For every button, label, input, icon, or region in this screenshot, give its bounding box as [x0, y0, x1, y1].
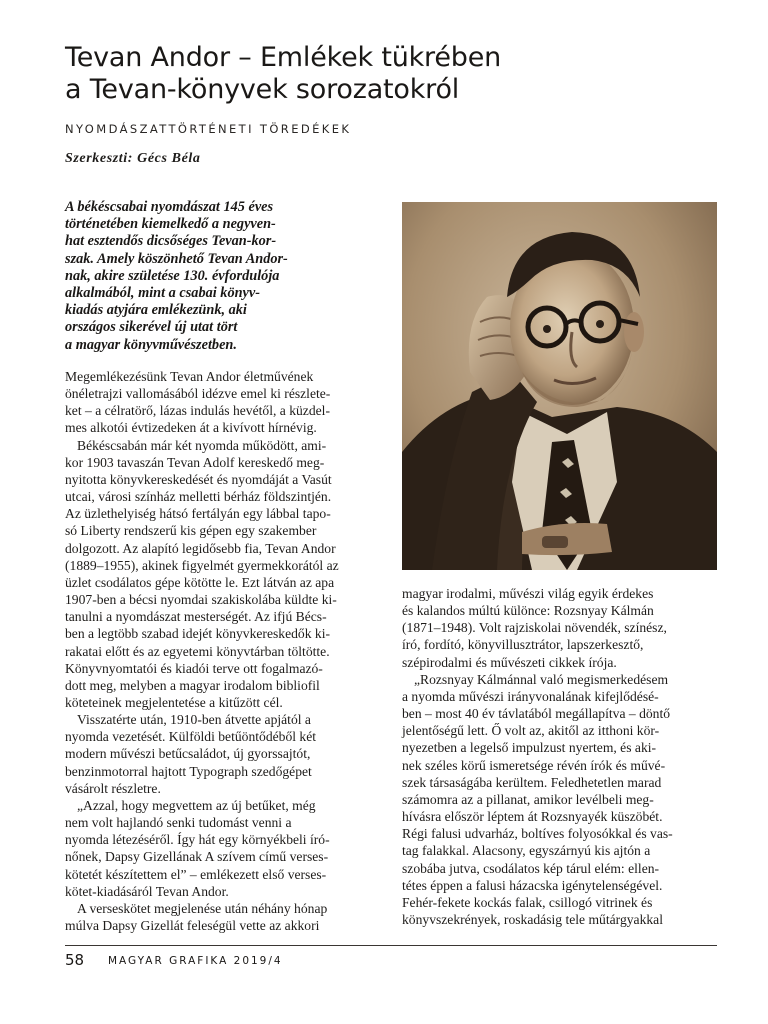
body-line: kor 1903 tavaszán Tevan Adolf kereskedő meg-	[65, 454, 325, 470]
body-line: ket – a célratörő, lázas indulás hevétől, a küzdel-	[65, 403, 330, 419]
body-line: szek társaságába kerültem. Feledhetetlen marad	[402, 774, 662, 790]
body-line: benzinmotorral hajtott Typograph szedőgépet	[65, 763, 312, 779]
body-line: szobába jutva, csodálatos kép tárul elém: ellen-	[402, 860, 660, 876]
body-line: könyvszekrények, roskadásig tele műtárgyakkal	[402, 911, 663, 927]
body-line: kötet-kiadásáról Tevan Andor.	[65, 883, 229, 899]
body-line: Békéscsabán már két nyomda működött, ami-	[77, 437, 327, 453]
body-line: nőnek, Dapsy Gizellának A szívem című verses-	[65, 849, 329, 865]
journal-name: MAGYAR GRAFIKA 2019/4	[108, 955, 283, 967]
body-line: nyezetben a legelső impulzust nyertem, és aki-	[402, 740, 657, 756]
body-line: modern művészi betűcsaládot, új gyorssajtót,	[65, 746, 311, 762]
body-line: nem volt hajlandó senki tudomást venni a	[65, 815, 292, 831]
lead-line: nak, akire születése 130. évfordulója	[65, 267, 280, 284]
body-line: ben a legtöbb szabad idejét könyvkereskedők ki-	[65, 626, 330, 642]
lead-line: országos sikerével új utat tört	[65, 319, 238, 336]
body-line: tétes éppen a falusi házacska igénytelenségével.	[402, 877, 663, 893]
body-line: Régi falusi udvarház, boltíves folyosókkal és vas-	[402, 826, 673, 842]
body-line: nyomda vezetését. Külföldi betűöntődéből két	[65, 729, 317, 745]
body-line: ben – most 40 év távlatából megállapítva – döntő	[402, 706, 671, 722]
body-line: Visszatérte után, 1910-ben átvette apjától a	[77, 712, 311, 728]
body-line: és kalandos múltú különce: Rozsnyay Kálmán	[402, 603, 654, 619]
body-line: 1907-ben a bécsi nyomdai szakiskolába küldte ki-	[65, 592, 337, 608]
body-line: Megemlékezésünk Tevan Andor életművének	[65, 369, 314, 384]
body-line: vásárolt részletre.	[65, 780, 161, 796]
article-title-line-2: a Tevan-könyvek sorozatokról	[65, 74, 460, 105]
body-line: tag falakkal. Alacsony, egyszárnyú kis ajtón a	[402, 843, 651, 859]
body-line: önéletrajzi vallomásából idézve emel ki részlete-	[65, 386, 331, 402]
lead-line: A békéscsabai nyomdászat 145 éves	[65, 199, 274, 215]
body-line: dott meg, melyben a magyar irodalom bibliofil	[65, 677, 320, 693]
body-line: hívásra először léptem át Rozsnyayék küszöbét.	[402, 809, 663, 825]
body-line: rakatai előtt és az egyetemi könyvtárban töltötte.	[65, 643, 330, 659]
body-column-right	[402, 585, 718, 928]
section-kicker: NYOMDÁSZATTÖRTÉNETI TÖREDÉKEK	[65, 122, 352, 136]
body-line: a nyomda művészi irányvonalának kifejlődésé-	[402, 688, 659, 704]
lead-line: szak. Amely köszönhető Tevan Andor-	[65, 250, 288, 267]
portrait-photo	[402, 202, 717, 570]
body-line: (1889–1955), akinek figyelmét gyermekkorától az	[65, 557, 339, 573]
body-line: író, fordító, könyvillusztrátor, lapszerkesztő,	[402, 637, 644, 653]
body-line: mes alkotói évtizedeken át a kivívott hírnévig.	[65, 420, 317, 436]
body-line: utcai, városi színház melletti bérház földszintjén.	[65, 489, 332, 505]
lead-paragraph	[65, 199, 380, 354]
body-line: nyitotta könyvkereskedését és nyomdáját a Vasút	[65, 471, 332, 487]
body-line: Fehér-fekete kockás falak, csillogó vitrinek és	[402, 894, 653, 910]
body-line: Az üzlethelyiség hátsó fertályán egy lábbal tapo-	[65, 506, 331, 522]
body-line: jelentőségű lett. Ő volt az, akitől az itthoni kör-	[402, 723, 660, 739]
lead-line: hat esztendős dicsőséges Tevan-kor-	[65, 233, 277, 250]
body-line: Könyvnyomtatói és kiadói terve ott fogalmazó-	[65, 660, 323, 676]
body-line: köteteinek megjelentetése a kitűzött cél.	[65, 694, 283, 710]
footer-rule	[65, 945, 717, 946]
body-line: múlva Dapsy Gizellát feleségül vette az akkori	[65, 918, 320, 933]
article-title-line-1: Tevan Andor – Emlékek tükrében	[65, 42, 502, 73]
body-column-left	[65, 368, 381, 934]
body-line: nyomda létezéséről. Így hát egy környékbeli író-	[65, 832, 330, 848]
lead-line: történetében kiemelkedő a negyven-	[65, 216, 276, 233]
lead-line: kiadás atyjára emlékezünk, aki	[65, 302, 247, 319]
body-line: dolgozott. Az alapító legidősebb fia, Tevan Andor	[65, 540, 336, 556]
body-line: üzlet csodálatos gépe kötötte le. Ezt látván az apa	[65, 574, 335, 590]
body-line: tanulni a nyomdászat mesterségét. Az ifjú Bécs-	[65, 609, 327, 625]
editor-credit: Szerkeszti: Gécs Béla	[65, 151, 201, 166]
page-number: 58	[65, 951, 85, 969]
lead-line: a magyar könyvművészetben.	[65, 336, 237, 353]
body-line: (1871–1948). Volt rajziskolai növendék, színész,	[402, 620, 667, 636]
portrait-illustration	[402, 202, 717, 570]
body-line: kötetét készítettem el” – emlékezett első verses-	[65, 866, 327, 882]
article-title	[65, 42, 705, 106]
body-line: szépirodalmi és művészeti cikkek írója.	[402, 654, 617, 670]
body-line: A verseskötet megjelenése után néhány hónap	[77, 900, 328, 916]
body-line: nek széles körű ismeretsége révén írók és művé-	[402, 757, 666, 773]
body-line: számomra az a pillanat, amikor levélbeli meg-	[402, 791, 654, 807]
body-line: magyar irodalmi, művészi világ egyik érdekes	[402, 586, 654, 601]
body-line: só Liberty rendszerű kis gépen egy szakember	[65, 523, 317, 539]
body-line: „Rozsnyay Kálmánnal való megismerkedésem	[414, 671, 669, 687]
lead-line: alkalmából, mint a csabai könyv-	[65, 285, 260, 302]
body-line: „Azzal, hogy megvettem az új betűket, még	[77, 797, 316, 813]
